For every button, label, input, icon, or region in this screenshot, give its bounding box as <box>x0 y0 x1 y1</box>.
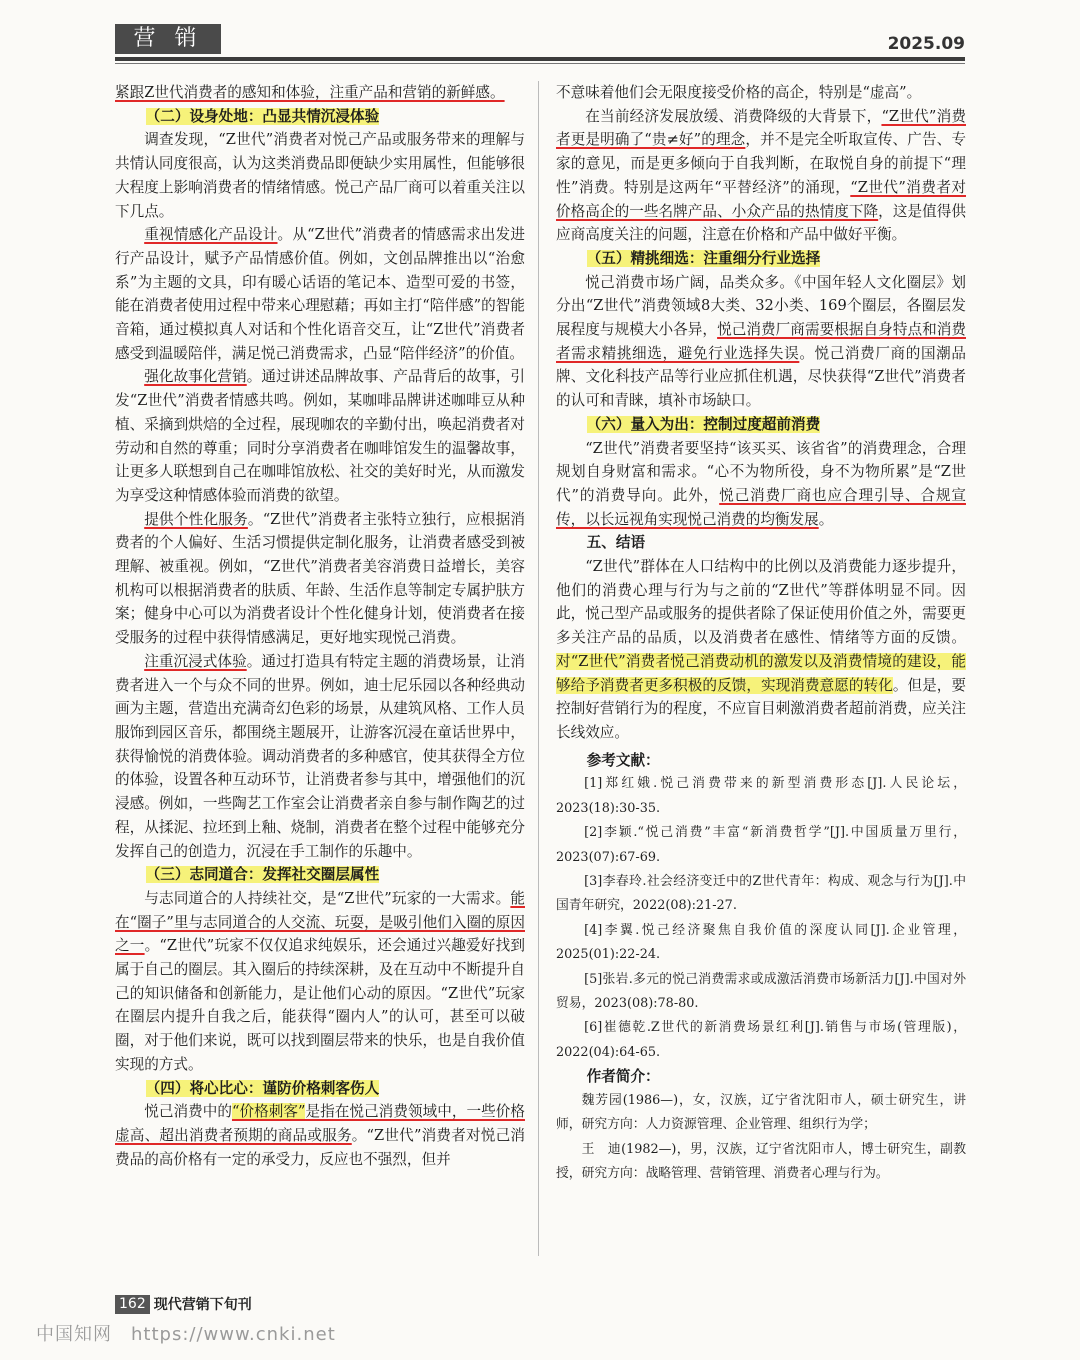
section-heading-6: （六）量入为出：控制过度超前消费 <box>586 415 821 433</box>
section-heading-2: （二）设身处地：凸显共情沉浸体验 <box>145 107 380 125</box>
section-heading-5: （五）精挑细选：注重细分行业选择 <box>586 249 821 267</box>
left-column <box>115 81 525 1171</box>
paragraph: 悦己消费中的“价格刺客”是指在悦己消费领域中，一些价格虚高、超出消费者预期的商品或服务。“Z世代”消费者对悦己消费品的高价格有一定的承受力，反应也不强烈，但并 <box>115 1103 525 1168</box>
section-badge: 营 销 <box>115 24 221 54</box>
reference-item: [6]崔德乾.Z世代的新消费场景红利[J].销售与市场(管理版)，2022(04):64-65. <box>556 1020 966 1060</box>
paragraph: 提供个性化服务。“Z世代”消费者主张特立独行，应根据消费者的个人偏好、生活习惯提供定制化服务，让消费者感受到被理解、被重视。例如，“Z世代”消费者美容消费日益增长，美容机构可以根据消费者的肤质、年龄、生活作息等制定专属护肤方案；健身中心可以为消费者设计个性化健身计划，使消费者在接受服务的过程中获得情感满足，更好地实现悦己消费。 <box>115 510 525 647</box>
chapter-heading-conclusion: 五、结语 <box>586 534 646 552</box>
reference-item: [2]李颖.“悦己消费”丰富“新消费哲学”[J].中国质量万里行，2023(07):67-69. <box>556 825 966 865</box>
author-bio: 王 迪(1982—)，男，汉族，辽宁省沈阳市人，博士研究生，副教授，研究方向：战略管理、营销管理、消费者心理与行为。 <box>556 1141 966 1182</box>
watermark: 中国知网 https://www.cnki.net <box>36 1324 336 1345</box>
references-title: 参考文献： <box>586 751 660 769</box>
paragraph: 与志同道合的人持续社交，是“Z世代”玩家的一大需求。能在“圈子”里与志同道合的人交流、玩耍，是吸引他们入圈的原因之一。“Z世代”玩家不仅仅追求纯娱乐，还会通过兴趣爱好找到属于自己的圈层。其入圈后的持续深耕，及在互动中不断提升自己的知识储备和创新能力，是让他们心动的原因。“Z世代”玩家在圈层内提升自我之后，能获得“圈内人”的认可，甚至可以破圈，对于他们来说，既可以找到圈层带来的快乐，也是自我价值实现的方式。 <box>115 889 525 1073</box>
reference-item: [3]李春玲.社会经济变迁中的Z世代青年：构成、观念与行为[J].中国青年研究，2022(08):21-27. <box>556 874 966 914</box>
header-rule-thin <box>115 63 965 64</box>
paragraph: 在当前经济发展放缓、消费降级的大背景下，“Z世代”消费者更是明确了“贵≠好”的理念，并不是完全听取宣传、广告、专家的意见，而是更多倾向于自我判断，在取悦自身的前提下“理性”消费。特别是这两年“平替经济”的涌现，“Z世代”消费者对价格高企的一些名牌产品、小众产品的热情度下降，这是值得供应商高度关注的问题，注意在价格和产品中做好平衡。 <box>556 107 966 244</box>
paragraph-continued: 紧跟Z世代消费者的感知和体验，注重产品和营销的新鲜感。 <box>115 84 505 101</box>
reference-item: [4]李翼.悦己经济聚焦自我价值的深度认同[J].企业管理，2025(01):22-24. <box>556 922 966 963</box>
paragraph: 调查发现，“Z世代”消费者对悦己产品或服务带来的理解与共情认同度很高，认为这类消费品即便缺少实用属性，但能够很大程度上影响消费者的情绪情感。悦己产品厂商可以着重关注以下几点。 <box>115 131 525 220</box>
paragraph: “Z世代”群体在人口结构中的比例以及消费能力逐步提升，他们的消费心理与行为与之前的“Z世代”等群体明显不同。因此，悦己型产品或服务的提供者除了保证使用价值之外，需要更多关注产品的品质，以及消费者在感性、情绪等方面的反馈。对“Z世代”消费者悦己消费动机的激发以及消费情境的建设，能够给予消费者更多积极的反馈，实现消费意愿的转化。但是，要控制好营销行为的程度，不应盲目刺激消费者超前消费，应关注长线效应。 <box>556 558 966 741</box>
page-footer <box>115 1294 252 1314</box>
issue-date: 2025.09 <box>887 34 965 54</box>
paragraph: 悦己消费市场广阔，品类众多。《中国年轻人文化圈层》划分出“Z世代”消费领域8大类、32小类、169个圈层，各圈层发展程度与规模大小各异，悦己消费厂商需要根据自身特点和消费者需求精挑细选，避免行业选择失误。悦己消费厂商的国潮品牌、文化科技产品等行业应抓住机遇，尽快获得“Z世代”消费者的认可和青睐，填补市场缺口。 <box>556 273 966 410</box>
paragraph-continued: 不意味着他们会无限度接受价格的高企，特别是“虚高”。 <box>556 84 922 101</box>
section-heading-3: （三）志同道合：发挥社交圈层属性 <box>145 866 380 884</box>
right-column <box>556 81 966 1187</box>
paragraph: 重视情感化产品设计。从“Z世代”消费者的情感需求出发进行产品设计，赋予产品情感价值。例如，文创品牌推出以“治愈系”为主题的文具，印有暖心话语的笔记本、造型可爱的书签，能在消费者使用过程中带来心理慰藉；再如主打“陪伴感”的智能音箱，通过模拟真人对话和个性化语音交互，让“Z世代”消费者感受到温暖陪伴，满足悦己消费需求，凸显“陪伴经济”的价值。 <box>115 226 525 362</box>
journal-name: 现代营销下旬刊 <box>153 1297 252 1313</box>
author-bio-title: 作者简介： <box>586 1068 660 1086</box>
column-divider <box>538 81 539 1256</box>
paragraph: “Z世代”消费者要坚持“该买买、该省省”的消费理念，合理规划自身财富和需求。“心不为物所役，身不为物所累”是“Z世代”的消费导向。此外，悦己消费厂商也应合理引导、合规宣传，以长远视角实现悦己消费的均衡发展。 <box>556 439 966 528</box>
paragraph: 强化故事化营销。通过讲述品牌故事、产品背后的故事，引发“Z世代”消费者情感共鸣。例如，某咖啡品牌讲述咖啡豆从种植、采摘到烘焙的全过程，展现咖农的辛勤付出，唤起消费者对劳动和自然的尊重；同时分享消费者在咖啡馆发生的温馨故事，让更多人联想到自己在咖啡馆放松、社交的美好时光，从而激发为享受这种情感体验而消费的欲望。 <box>115 368 525 504</box>
section-heading-4: （四）将心比心：谨防价格刺客伤人 <box>145 1079 380 1097</box>
reference-item: [5]张岩.多元的悦己消费需求或成激活消费市场新活力[J].中国对外贸易，2023(08):78-80. <box>556 971 966 1012</box>
header-rule <box>115 57 965 61</box>
page-number: 162 <box>115 1295 150 1314</box>
author-bio: 魏芳园(1986—)，女，汉族，辽宁省沈阳市人，硕士研究生，讲师，研究方向：人力资源管理、企业管理、组织行为学； <box>556 1092 966 1133</box>
reference-item: [1]郑红娥.悦己消费带来的新型消费形态[J].人民论坛，2023(18):30-35. <box>556 776 966 816</box>
paragraph: 注重沉浸式体验。通过打造具有特定主题的消费场景，让消费者进入一个与众不同的世界。例如，迪士尼乐园以各种经典动画为主题，营造出充满奇幻色彩的场景，从建筑风格、工作人员服饰到园区音乐，都围绕主题展开，让游客沉浸在童话世界中，获得愉悦的消费体验。调动消费者的多种感官，使其获得全方位的体验，设置各种互动环节，让消费者参与其中，增强他们的沉浸感。例如，一些陶艺工作室会让消费者亲自参与制作陶艺的过程，从揉泥、拉坯到上釉、烧制，消费者在整个过程中能够充分发挥自己的创造力，沉浸在手工制作的乐趣中。 <box>115 652 525 860</box>
